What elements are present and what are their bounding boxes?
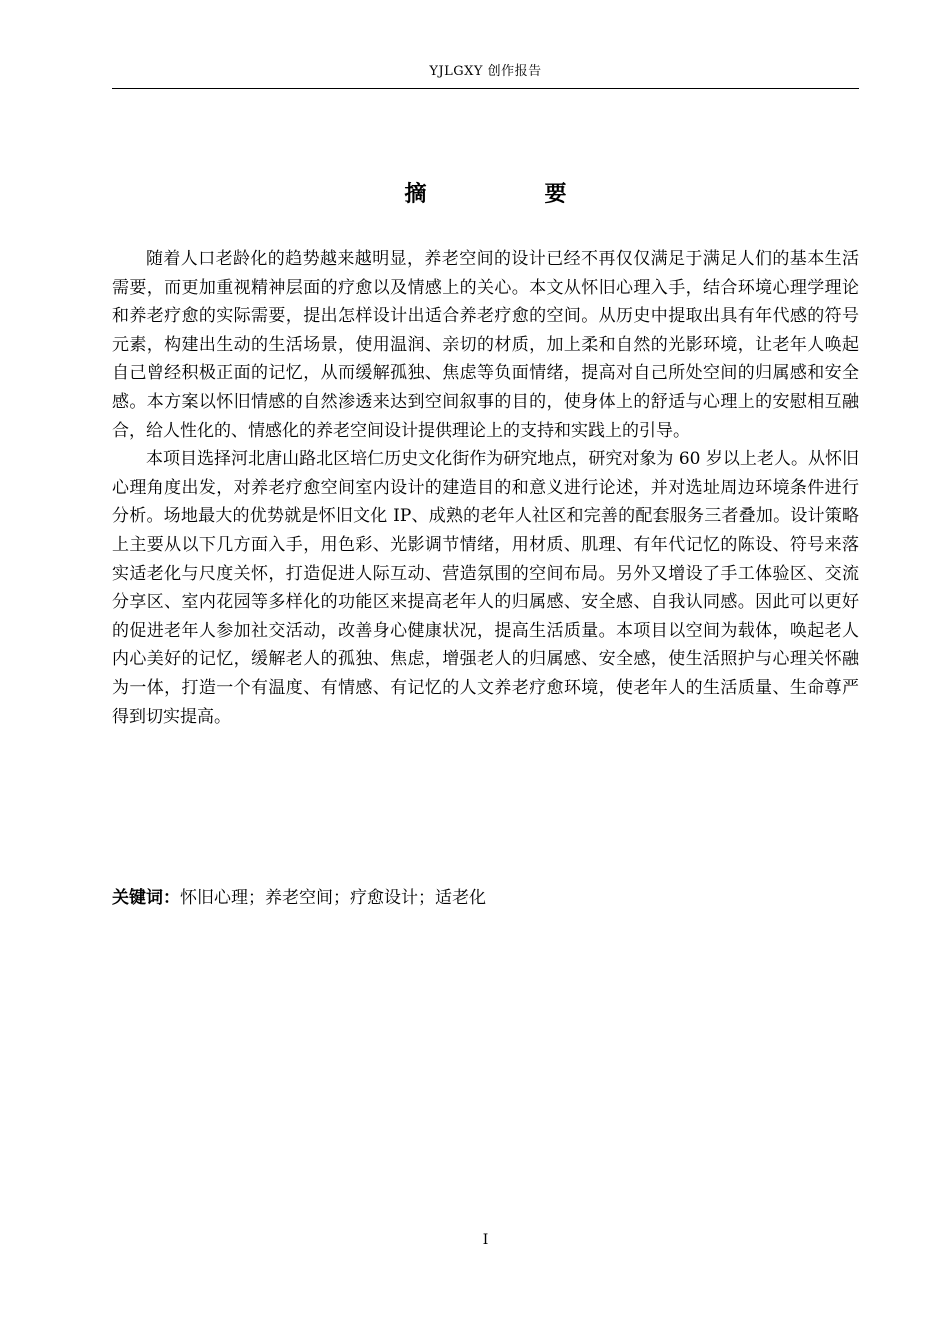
abstract-title: 摘 要	[404, 182, 615, 207]
abstract-paragraph-2: 本项目选择河北唐山路北区培仁历史文化街作为研究地点，研究对象为 60 岁以上老人。从怀旧心理角度出发，对养老疗愈空间室内设计的建造目的和意义进行论述，并对选址周边环境条件进行分析。场地最大的优势就是怀旧文化 IP、成熟的老年人社区和完善的配套服务三者叠加。设计策略上主要从以下几方面入手，用色彩、光影调节情绪，用材质、肌理、有年代记忆的陈设、符号来落实适老化与尺度关怀，打造促进人际互动、营造氛围的空间布局。另外又增设了手工体验区、交流分享区、室内花园等多样化的功能区来提高老年人的归属感、安全感、自我认同感。因此可以更好的促进老年人参加社交活动，改善身心健康状况，提高生活质量。本项目以空间为载体，唤起老人内心美好的记忆，缓解老人的孤独、焦虑，增强老人的归属感、安全感，使生活照护与心理关怀融为一体，打造一个有温度、有情感、有记忆的人文养老疗愈环境，使老年人的生活质量、生命尊严得到切实提高。	[112, 449, 859, 727]
page-number: I	[482, 1232, 489, 1248]
keywords-label: 关键词：	[112, 888, 180, 908]
keywords-text: 怀旧心理；养老空间；疗愈设计；适老化	[180, 888, 486, 908]
abstract-body	[112, 245, 859, 731]
running-header: YJLGXY 创作报告	[429, 64, 542, 79]
keywords	[112, 884, 859, 912]
abstract-paragraph-1: 随着人口老龄化的趋势越来越明显，养老空间的设计已经不再仅仅满足于满足人们的基本生活需要，而更加重视精神层面的疗愈以及情感上的关心。本文从怀旧心理入手，结合环境心理学理论和养老疗愈的实际需要，提出怎样设计出适合养老疗愈的空间。从历史中提取出具有年代感的符号元素，构建出生动的生活场景，使用温润、亲切的材质，加上柔和自然的光影环境，让老年人唤起自己曾经积极正面的记忆，从而缓解孤独、焦虑等负面情绪，提高对自己所处空间的归属感和安全感。本方案以怀旧情感的自然渗透来达到空间叙事的目的，使身体上的舒适与心理上的安慰相互融合，给人性化的、情感化的养老空间设计提供理论上的支持和实践上的引导。	[112, 249, 859, 441]
header-rule	[112, 88, 859, 89]
